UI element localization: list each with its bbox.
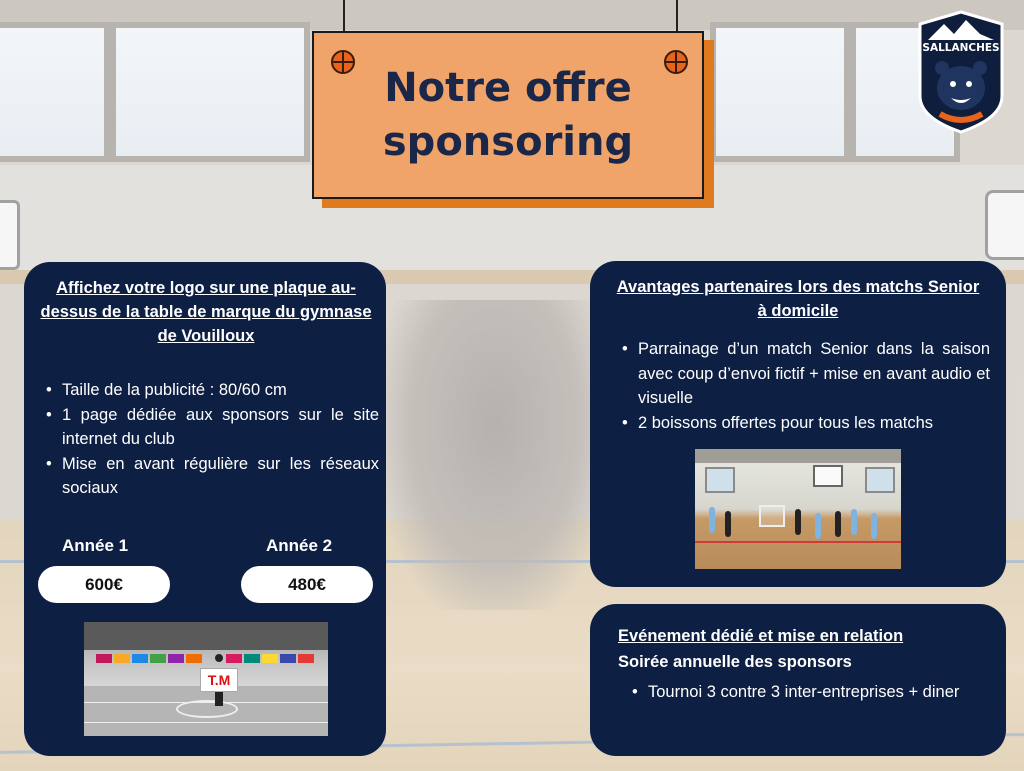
title-line-2: sponsoring <box>382 119 634 165</box>
photo-window <box>865 467 895 493</box>
list-item: • Parrainage d’un match Senior dans la saison avec coup d’envoi fictif + mise en avant audio et visuelle <box>620 337 990 411</box>
center-circle <box>176 700 238 718</box>
sponsor-plaque <box>168 654 184 663</box>
court-line <box>695 541 901 543</box>
photo-window <box>705 467 735 493</box>
card-heading: Evénement dédié et mise en relation <box>618 627 904 645</box>
year-1-label: Année 1 <box>62 536 129 555</box>
benefits-list <box>620 337 990 435</box>
goal <box>759 505 785 527</box>
logo-plaque-card <box>24 262 386 756</box>
sponsor-plaque <box>96 654 112 663</box>
list-item: • 2 boissons offertes pour tous les matchs <box>620 411 990 436</box>
club-logo <box>918 10 1004 134</box>
sponsor-plaque <box>298 654 314 663</box>
player <box>815 513 821 539</box>
list-item: • Taille de la publicité : 80/60 cm <box>44 378 379 403</box>
photo-ceiling <box>84 622 328 650</box>
title-sign <box>312 31 704 199</box>
logo-text: SALLANCHES <box>922 42 1000 54</box>
player <box>871 513 877 539</box>
player <box>835 511 841 537</box>
basketball-icon <box>664 50 688 74</box>
sponsor-plaque <box>114 654 130 663</box>
sponsor-plaques <box>96 654 316 664</box>
page-title <box>358 61 658 169</box>
basketball-icon <box>331 50 355 74</box>
sponsor-plaque <box>226 654 242 663</box>
list-item: • Tournoi 3 contre 3 inter-entreprises + diner <box>630 680 990 705</box>
sponsor-plaque <box>244 654 260 663</box>
event-list <box>630 680 990 705</box>
card-heading: Avantages partenaires lors des matchs Senior à domicile <box>616 278 980 320</box>
backboard <box>813 465 843 487</box>
list-item: • Mise en avant régulière sur les réseaux sociaux <box>44 452 379 501</box>
court-line <box>84 722 328 723</box>
player <box>709 507 715 533</box>
list-item: • 1 page dédiée aux sponsors sur le site internet du club <box>44 403 379 452</box>
year-1-price: 600€ <box>38 566 170 603</box>
photo-ceiling <box>695 449 901 463</box>
benefits-list <box>44 378 379 501</box>
sponsor-plaque <box>132 654 148 663</box>
sponsor-event-card <box>590 604 1006 756</box>
player <box>795 509 801 535</box>
sponsor-plaque <box>186 654 202 663</box>
partner-benefits-card <box>590 261 1006 587</box>
person <box>215 654 223 662</box>
person <box>215 692 223 706</box>
year-2-price: 480€ <box>241 566 373 603</box>
card-subheading: Soirée annuelle des sponsors <box>618 653 852 671</box>
year-2-label: Année 2 <box>266 536 333 555</box>
player <box>725 511 731 537</box>
sponsor-plaque <box>150 654 166 663</box>
basketball-match-photo <box>695 449 901 569</box>
card-heading: Affichez votre logo sur une plaque au-dessus de la table de marque du gymnase de Vouilloux <box>40 279 372 345</box>
player <box>851 509 857 535</box>
table-marque-sign: T.M <box>200 668 238 692</box>
title-line-1: Notre offre <box>384 65 632 111</box>
sponsor-plaque <box>280 654 296 663</box>
sponsor-plaque <box>262 654 278 663</box>
score-table-photo <box>84 622 328 736</box>
